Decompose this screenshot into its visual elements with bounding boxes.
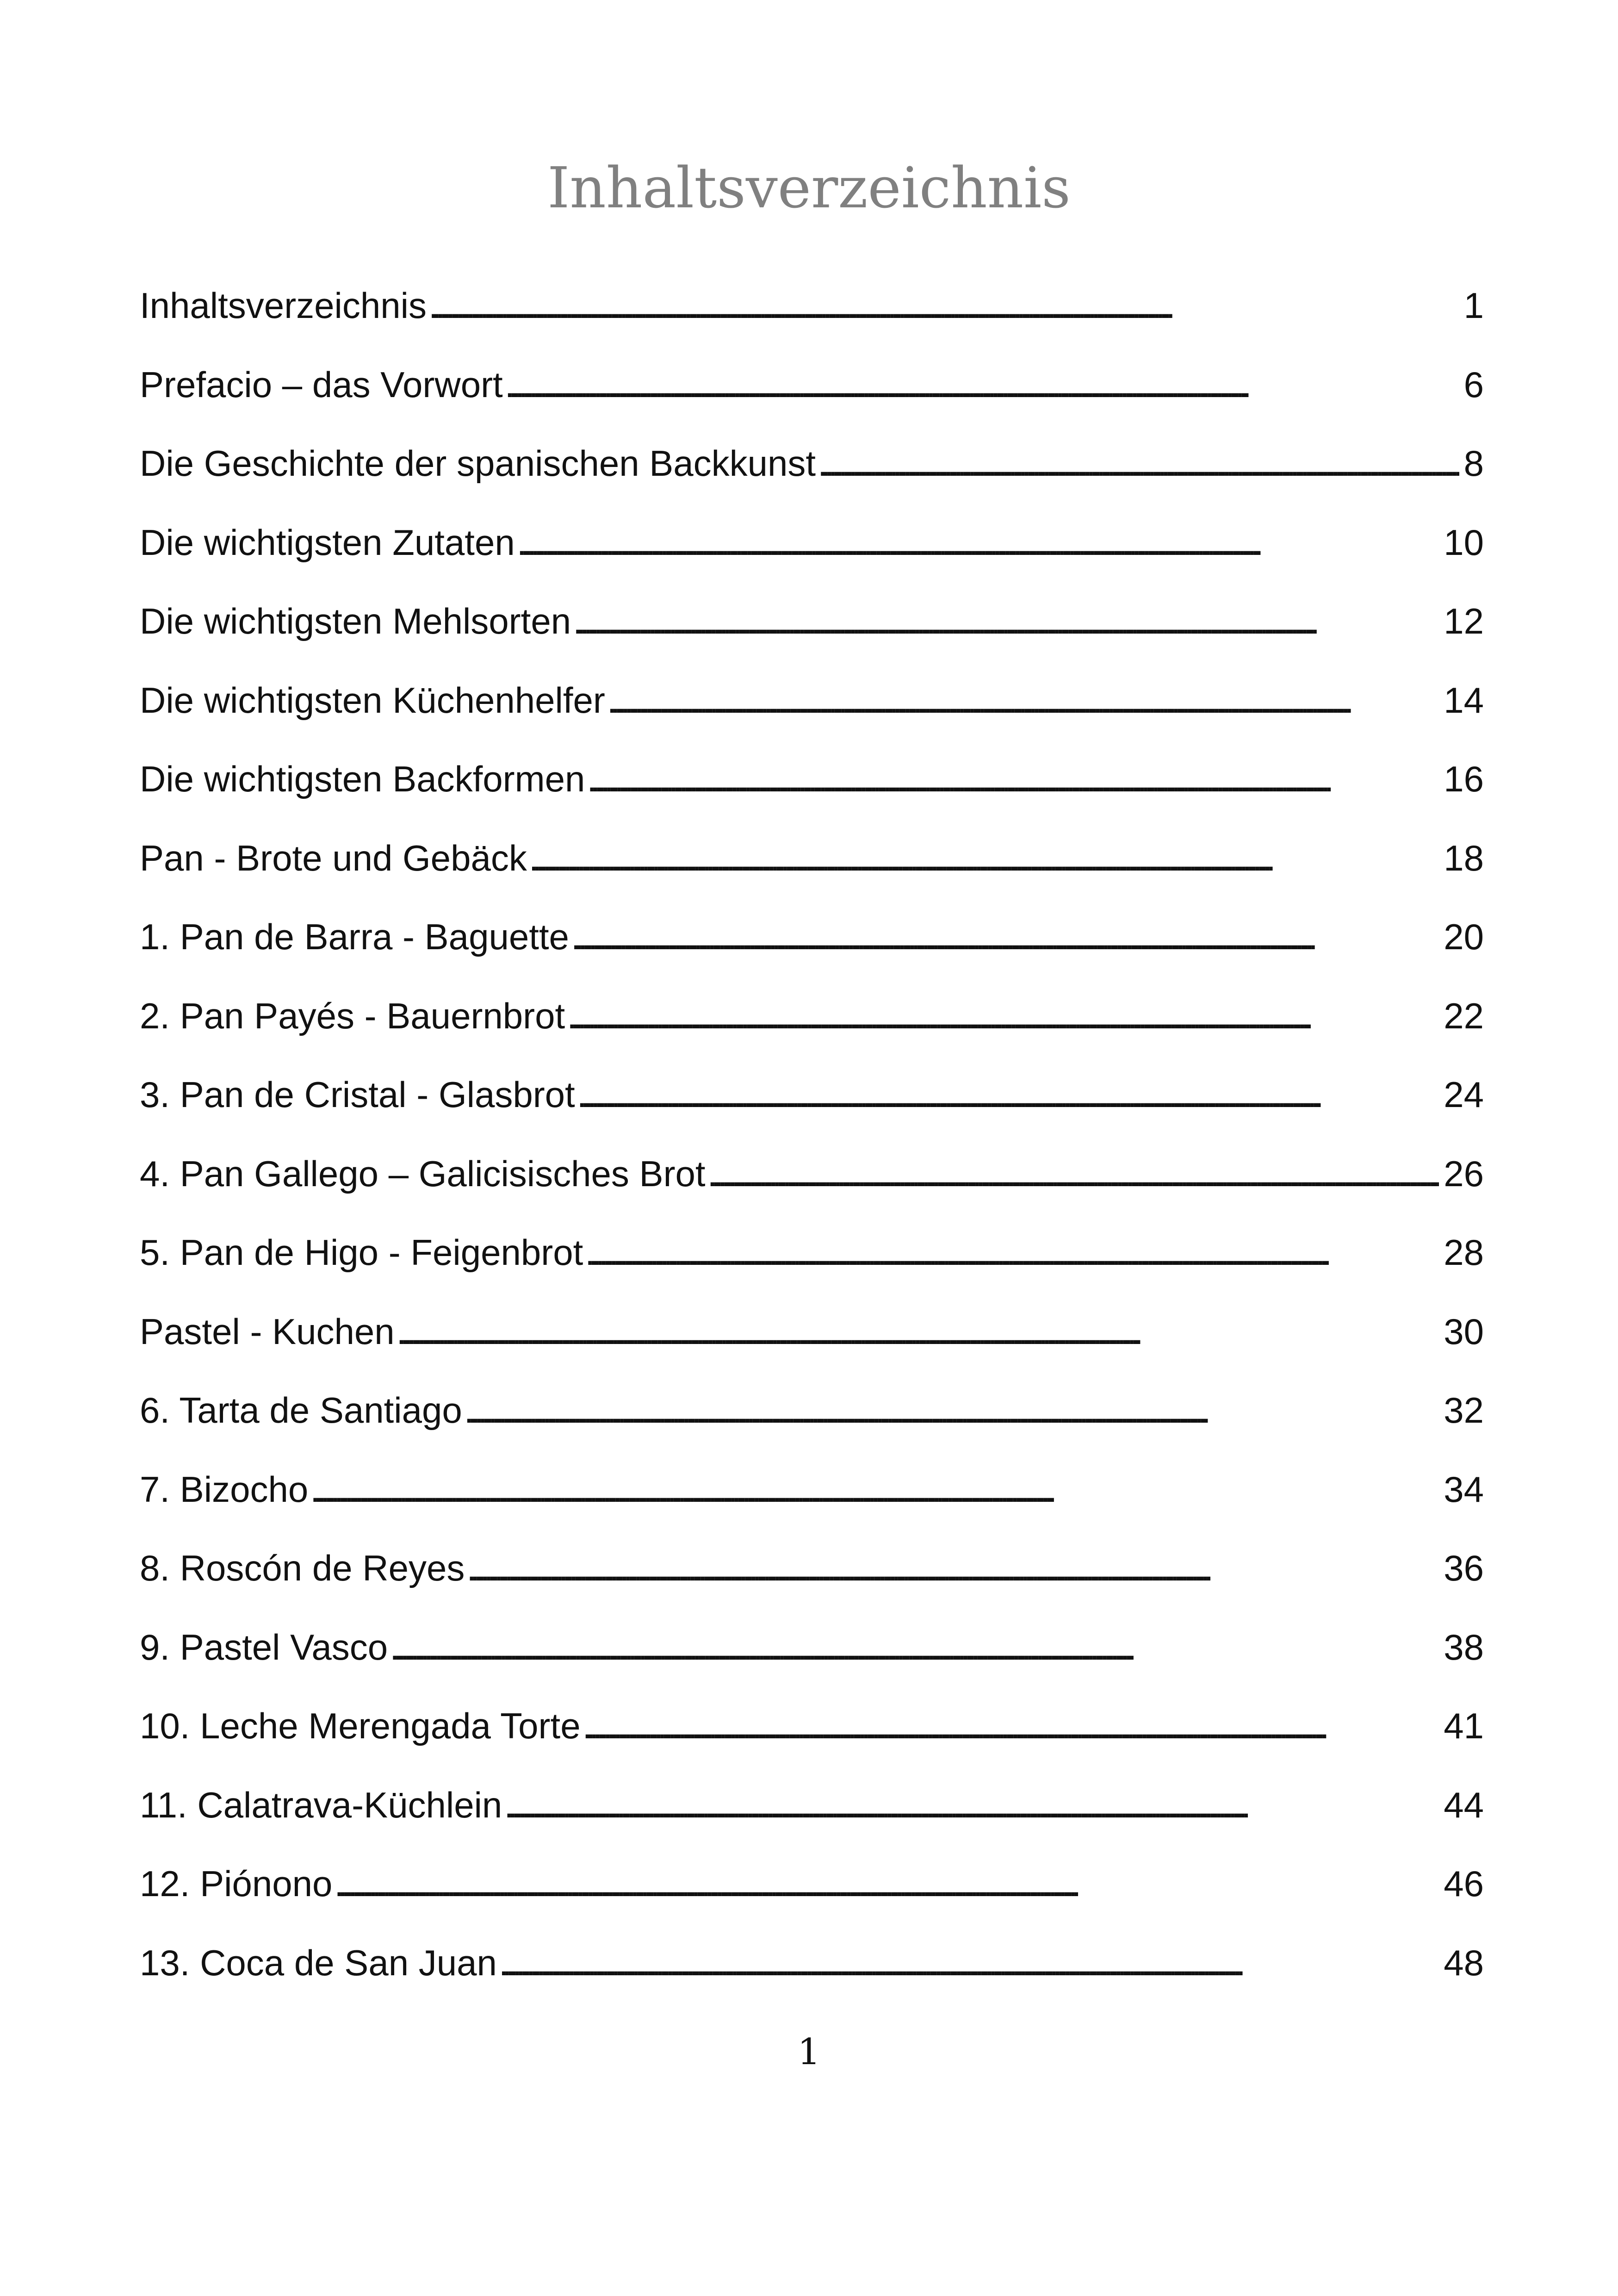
toc-entry-page: 14 (1444, 679, 1484, 721)
toc-entry-label: 2. Pan Payés - Bauernbrot (140, 995, 565, 1036)
toc-entry-page: 8 (1463, 443, 1484, 484)
toc-dot-leader (334, 1861, 1439, 1906)
toc-entry[interactable] (140, 1151, 1484, 1231)
toc-entry[interactable] (140, 520, 1484, 599)
toc-entry[interactable] (140, 1783, 1484, 1862)
toc-entry-label: Pastel - Kuchen (140, 1311, 395, 1352)
toc-entry-label: 8. Roscón de Reyes (140, 1548, 465, 1588)
toc-entry[interactable] (140, 362, 1484, 442)
toc-dot-leader (390, 1625, 1439, 1669)
toc-entry-label: 5. Pan de Higo - Feigenbrot (140, 1232, 583, 1273)
toc-entry-page: 26 (1444, 1153, 1484, 1194)
toc-entry[interactable] (140, 1388, 1484, 1467)
toc-dot-leader (607, 678, 1439, 722)
toc-entry[interactable] (140, 1704, 1484, 1783)
toc-entry[interactable] (140, 1072, 1484, 1151)
toc-dot-leader (428, 283, 1459, 328)
toc-entry-page: 28 (1444, 1232, 1484, 1273)
toc-entry-page: 46 (1444, 1863, 1484, 1904)
toc-dot-leader (585, 1230, 1439, 1275)
toc-dot-leader (464, 1388, 1439, 1432)
toc-entry-page: 12 (1444, 601, 1484, 641)
toc-entry-page: 41 (1444, 1705, 1484, 1746)
toc-dot-leader (499, 1941, 1439, 1985)
toc-entry[interactable] (140, 1941, 1484, 2020)
toc-entry-label: Die wichtigsten Backformen (140, 759, 585, 799)
toc-entry-label: Pan - Brote und Gebäck (140, 837, 527, 878)
toc-dot-leader (571, 915, 1439, 959)
toc-entry[interactable] (140, 678, 1484, 757)
toc-entry-page: 1 (1463, 285, 1484, 326)
toc-entry[interactable] (140, 836, 1484, 915)
page-number: 1 (797, 2031, 821, 2073)
toc-entry[interactable] (140, 1230, 1484, 1309)
toc-dot-leader (573, 599, 1439, 643)
toc-entry-page: 18 (1444, 837, 1484, 878)
toc-entry-page: 22 (1444, 995, 1484, 1036)
toc-entry-page: 44 (1444, 1784, 1484, 1825)
toc-entry-label: 13. Coca de San Juan (140, 1942, 497, 1983)
toc-dot-leader (707, 1151, 1439, 1196)
toc-dot-leader (397, 1309, 1439, 1354)
toc-dot-leader (583, 1704, 1439, 1748)
toc-entry[interactable] (140, 283, 1484, 362)
toc-entry[interactable] (140, 1309, 1484, 1388)
toc-entry-page: 36 (1444, 1548, 1484, 1588)
toc-entry[interactable] (140, 441, 1484, 520)
toc-dot-leader (567, 994, 1439, 1038)
toc-entry-label: 12. Piónono (140, 1863, 333, 1904)
toc-entry-label: 10. Leche Merengada Torte (140, 1705, 581, 1746)
toc-dot-leader (504, 1783, 1439, 1827)
toc-entry-label: Die Geschichte der spanischen Backkunst (140, 443, 816, 484)
toc-entry-label: 7. Bizocho (140, 1468, 309, 1510)
toc-entry-label: Die wichtigsten Küchenhelfer (140, 679, 605, 721)
toc-entry-label: Inhaltsverzeichnis (140, 285, 427, 326)
toc-entry-label: Die wichtigsten Mehlsorten (140, 601, 571, 641)
toc-dot-leader (505, 362, 1459, 407)
toc-entry-page: 16 (1444, 759, 1484, 799)
toc-entry[interactable] (140, 994, 1484, 1073)
toc-entry[interactable] (140, 757, 1484, 836)
toc-entry-label: 11. Calatrava-Küchlein (140, 1784, 502, 1825)
toc-dot-leader (818, 441, 1459, 485)
toc-entry-label: Die wichtigsten Zutaten (140, 522, 515, 563)
toc-entry[interactable] (140, 1467, 1484, 1546)
toc-entry-label: 6. Tarta de Santiago (140, 1390, 462, 1431)
toc-dot-leader (577, 1072, 1439, 1117)
page-title: Inhaltsverzeichnis (547, 155, 1071, 221)
table-of-contents (140, 283, 1484, 2019)
toc-entry[interactable] (140, 915, 1484, 994)
toc-entry-label: 4. Pan Gallego – Galicisisches Brot (140, 1153, 706, 1194)
toc-entry-page: 38 (1444, 1626, 1484, 1668)
toc-entry-page: 48 (1444, 1942, 1484, 1983)
toc-entry-label: 9. Pastel Vasco (140, 1626, 388, 1668)
toc-entry-page: 20 (1444, 916, 1484, 957)
toc-entry-label: 3. Pan de Cristal - Glasbrot (140, 1074, 575, 1115)
toc-dot-leader (466, 1546, 1439, 1590)
toc-entry-page: 10 (1444, 522, 1484, 563)
toc-dot-leader (310, 1467, 1439, 1512)
toc-entry-page: 34 (1444, 1468, 1484, 1510)
toc-entry[interactable] (140, 1625, 1484, 1704)
toc-dot-leader (587, 757, 1439, 801)
toc-dot-leader (517, 520, 1439, 565)
toc-entry[interactable] (140, 1861, 1484, 1941)
toc-entry-page: 6 (1463, 364, 1484, 405)
toc-entry[interactable] (140, 599, 1484, 678)
toc-entry-page: 30 (1444, 1311, 1484, 1352)
toc-entry-label: 1. Pan de Barra - Baguette (140, 916, 569, 957)
toc-entry-label: Prefacio – das Vorwort (140, 364, 503, 405)
toc-dot-leader (529, 836, 1439, 880)
toc-entry-page: 32 (1444, 1390, 1484, 1431)
toc-entry[interactable] (140, 1546, 1484, 1625)
toc-entry-page: 24 (1444, 1074, 1484, 1115)
